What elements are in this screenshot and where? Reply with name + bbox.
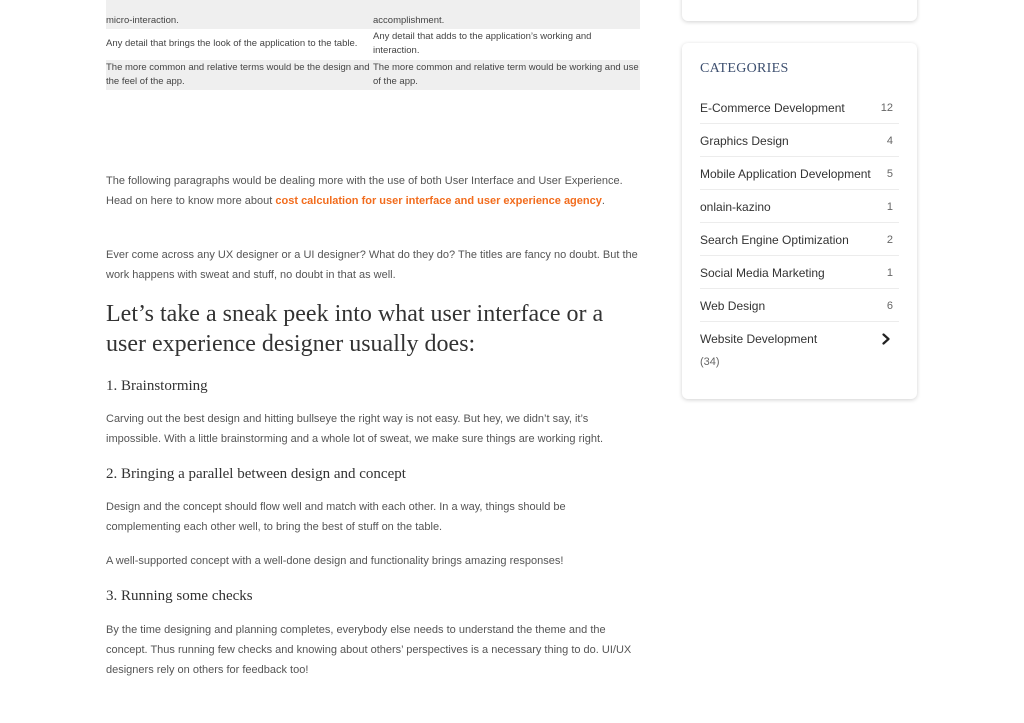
category-item[interactable]: [700, 289, 899, 322]
category-item[interactable]: [700, 322, 899, 370]
parallel-paragraph-2: A well-supported concept with a well-done design and functionality brings amazing responses!: [106, 555, 564, 567]
checks-paragraph: By the time designing and planning completes, everybody else needs to understand the theme and the concept. Thus running few checks and knowing about others’ perspectives is a necessary thing to do. UI/UX designers rely on others for feedback too!: [106, 624, 632, 676]
category-item[interactable]: [700, 157, 899, 190]
category-item[interactable]: [700, 256, 899, 289]
table-cell-ui: Any detail that brings the look of the application to the table.: [106, 38, 358, 49]
category-name[interactable]: Website Development: [700, 332, 818, 346]
table-row: [106, 29, 640, 60]
category-item[interactable]: [700, 124, 899, 157]
table-cell-ux: accomplishment.: [373, 0, 640, 29]
category-item[interactable]: [700, 223, 899, 256]
category-count: 2: [886, 234, 893, 246]
designers-paragraph: Ever come across any UX designer or a UI designer? What do they do? The titles are fancy no doubt. But the work happens with sweat and stuff, no doubt in that as well.: [106, 249, 638, 281]
section-heading-brainstorming: 1. Brainstorming: [106, 378, 208, 394]
categories-title: CATEGORIES: [700, 61, 789, 76]
category-name[interactable]: Graphics Design: [700, 134, 789, 148]
intro-text-end: .: [601, 195, 605, 207]
intro-paragraph: [106, 171, 641, 211]
category-name[interactable]: Mobile Application Development: [700, 167, 871, 181]
category-item[interactable]: [700, 190, 899, 223]
category-count: 12: [880, 102, 893, 114]
table-row: [106, 60, 640, 90]
chevron-right-icon[interactable]: [880, 333, 892, 345]
category-name[interactable]: E-Commerce Development: [700, 101, 845, 115]
category-name[interactable]: Social Media Marketing: [700, 266, 825, 280]
table-row: [106, 0, 640, 29]
table-cell-ui: micro-interaction.: [106, 0, 373, 29]
table-cell-ux: The more common and relative term would be working and use of the app.: [373, 60, 640, 90]
comparison-table: [106, 0, 640, 90]
section-heading-parallel: 2. Bringing a parallel between design and concept: [106, 466, 406, 482]
category-name[interactable]: onlain-kazino: [700, 200, 771, 214]
cost-calculation-link[interactable]: cost calculation for user interface and user experience agency: [275, 195, 602, 207]
category-item[interactable]: [700, 91, 899, 124]
brainstorming-paragraph: Carving out the best design and hitting bullseye the right way is not easy. But hey, we didn’t say, it’s impossible. With a little brainstorming and a whole lot of sweat, we make sure things are working right.: [106, 413, 604, 445]
sidebar-widget-previous: [682, 0, 917, 21]
category-count: 1: [886, 201, 893, 213]
category-count: (34): [700, 356, 720, 368]
categories-widget: [682, 43, 917, 399]
parallel-paragraph-1: Design and the concept should flow well and match with each other. In a way, things should be complementing each other well, to bring the best of stuff on the table.: [106, 501, 566, 533]
table-cell-ux: Any detail that adds to the application’s working and interaction.: [373, 31, 592, 56]
section-heading-checks: 3. Running some checks: [106, 588, 253, 604]
article-content: [106, 0, 641, 676]
category-count: 4: [886, 135, 893, 147]
main-heading: Let’s take a sneak peek into what user interface or a user experience designer usually does:: [106, 301, 604, 357]
category-name[interactable]: Web Design: [700, 299, 766, 313]
category-name[interactable]: Search Engine Optimization: [700, 233, 849, 247]
intro-text: The following paragraphs would be dealing more with the use of both User Interface and User Experience. Head on here to know more about: [106, 175, 623, 207]
category-count: 5: [886, 168, 893, 180]
category-count: 1: [886, 267, 893, 279]
category-count: 6: [886, 300, 893, 312]
table-cell-ui: The more common and relative terms would be the design and the feel of the app.: [106, 60, 373, 90]
categories-list: [700, 91, 899, 370]
